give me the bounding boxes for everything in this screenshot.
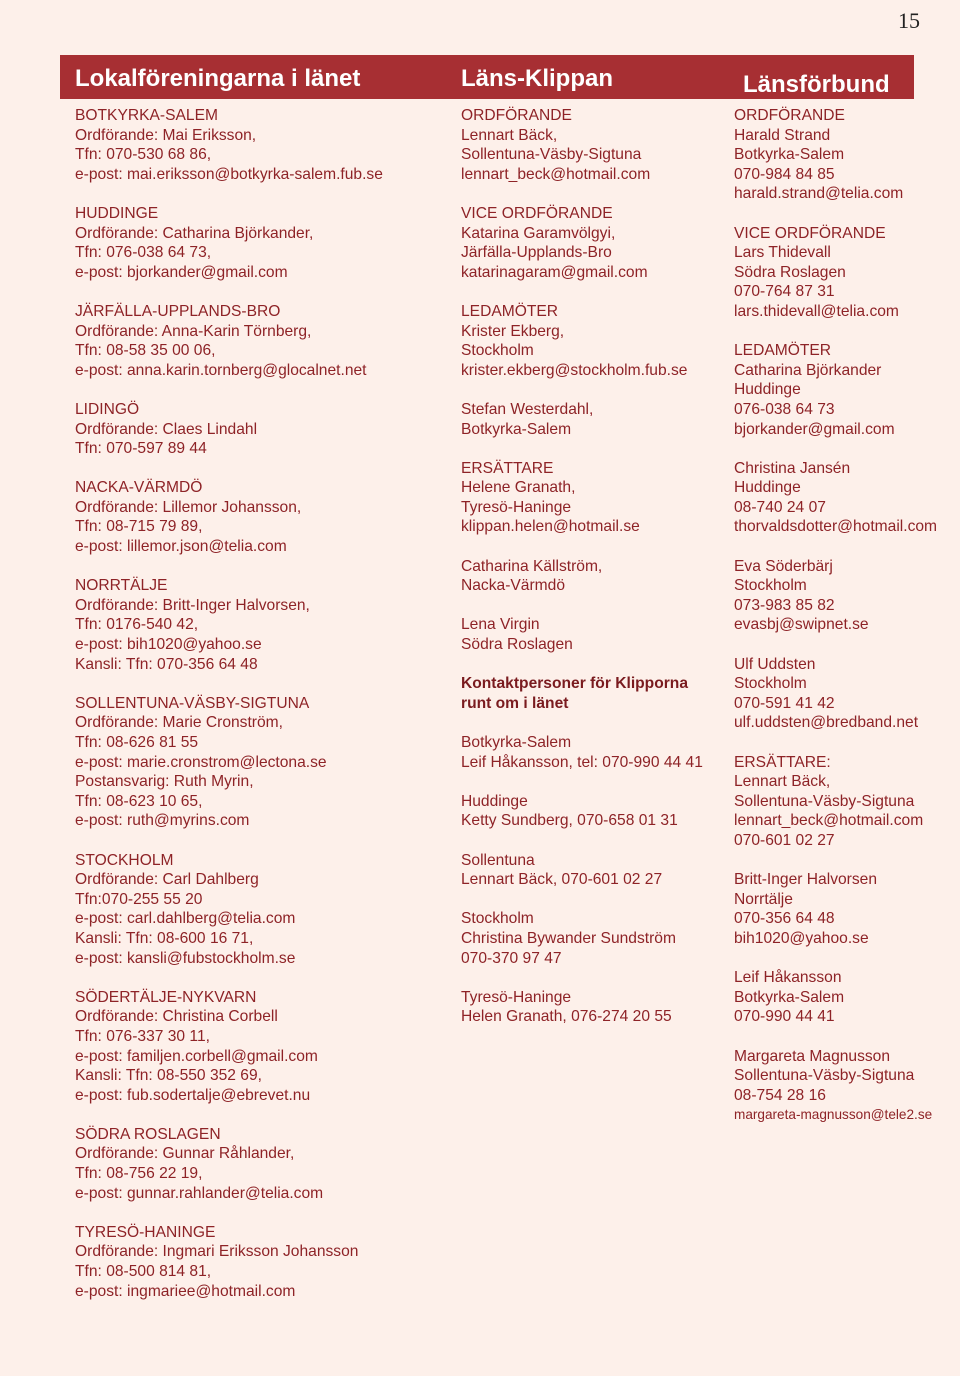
contact-block [461,792,726,831]
contact-line: Tfn: 08-756 22 19, [75,1165,203,1183]
contact-line: Ordförande: Mai Eriksson, [75,126,257,144]
contact-line: Huddinge [734,479,801,497]
contact-line: Huddinge [461,792,528,810]
contact-block [461,400,726,439]
contact-line: Catharina Källström, [461,557,603,575]
contact-line: Tfn: 070-597 89 44 [75,440,207,458]
contact-line: Kansli: Tfn: 08-550 352 69, [75,1067,262,1085]
column-lansforbund [734,106,958,1144]
contact-block [75,204,450,282]
contact-line: HUDDINGE [75,204,159,222]
contact-line: 070-984 84 85 [734,165,835,183]
contact-block [461,674,726,713]
contact-block [75,1125,450,1203]
page-number: 15 [898,8,920,33]
contact-block [734,870,958,948]
contact-line: Järfälla-Upplands-Bro [461,244,612,262]
contact-line: Sollentuna-Väsby-Sigtuna [734,792,915,810]
contact-line: e-post: mai.eriksson@botkyrka-salem.fub.se [75,165,383,183]
contact-line: margareta-magnusson@tele2.se [734,1107,933,1123]
contact-line: thorvaldsdotter@hotmail.com [734,518,938,536]
contact-block [734,341,958,439]
contact-block [734,1047,958,1125]
contact-line: Ordförande: Gunnar Råhlander, [75,1145,295,1163]
contact-line: e-post: familjen.corbell@gmail.com [75,1047,318,1065]
contact-line: Nacka-Värmdö [461,577,565,595]
contact-block [734,459,958,537]
contact-line: VICE ORDFÖRANDE [734,224,886,242]
contact-line: Christina Bywander Sundström [461,929,676,947]
contact-line: Södra Roslagen [734,263,846,281]
contact-line: ORDFÖRANDE [734,107,845,124]
contact-line: Ulf Uddsten [734,655,816,673]
header-title-local-associations: Lokalföreningarna i länet [75,65,361,92]
contact-line: Sollentuna [461,851,535,869]
contact-block [75,576,450,674]
contact-line: Harald Strand [734,126,831,144]
contact-line: krister.ekberg@stockholm.fub.se [461,361,688,379]
contact-line: Tfn: 08-626 81 55 [75,734,199,751]
contact-line: e-post: gunnar.rahlander@telia.com [75,1184,324,1202]
contact-line: Tfn: 076-337 30 11, [75,1027,210,1045]
contact-line: lars.thidevall@telia.com [734,302,899,320]
contact-line: Tfn: 0176-540 42, [75,616,199,634]
contact-line: e-post: bjorkander@gmail.com [75,263,288,281]
contact-line: 08-740 24 07 [734,498,826,516]
contact-line: Tfn: 076-038 64 73, [75,244,212,262]
contact-line: e-post: fub.sodertalje@ebrevet.nu [75,1086,311,1104]
contact-line: Ordförande: Anna-Karin Törnberg, [75,322,312,340]
contact-line: SOLLENTUNA-VÄSBY-SIGTUNA [75,694,310,712]
contact-line: Kansli: Tfn: 070-356 64 48 [75,655,258,673]
contact-block [461,733,726,772]
contact-line: Ordförande: Claes Lindahl [75,420,258,438]
contact-line: Lars Thidevall [734,244,831,262]
contact-line: Lennart Bäck, 070-601 02 27 [461,871,663,889]
contact-line: LEDAMÖTER [461,302,559,320]
contact-line: BOTKYRKA-SALEM [75,107,218,124]
contact-line: evasbj@swipnet.se [734,616,869,634]
contact-block [75,302,450,380]
contact-line: lennart_beck@hotmail.com [734,812,924,830]
contact-line: Krister Ekberg, [461,322,565,340]
contact-line: ORDFÖRANDE [461,107,572,124]
contact-block [461,459,726,537]
contact-block [75,400,450,459]
contact-line: LEDAMÖTER [734,342,832,360]
contact-line: Ordförande: Christina Corbell [75,1008,278,1026]
contact-line: Eva Söderbärj [734,557,833,575]
contact-line: Botkyrka-Salem [734,988,845,1006]
contact-block [734,557,958,635]
column-lans-klippan [461,106,726,1047]
contact-line: Leif Håkansson, tel: 070-990 44 41 [461,753,703,771]
contact-line: e-post: anna.karin.tornberg@glocalnet.net [75,361,367,379]
contact-line: Lena Virgin [461,616,540,634]
contact-line: Stockholm [461,910,534,928]
contact-line: Botkyrka-Salem [461,734,572,751]
contact-line: 070-764 87 31 [734,283,835,301]
contact-line: Tyresö-Haninge [461,498,572,516]
header-title-lans-klippan: Läns-Klippan [461,65,614,92]
contact-line: Tfn: 08-58 35 00 06, [75,342,216,360]
contact-block [461,851,726,890]
contact-line: 073-983 85 82 [734,596,835,614]
contact-line: Ketty Sundberg, 070-658 01 31 [461,812,678,830]
contact-line: e-post: ruth@myrins.com [75,812,250,830]
contact-line: STOCKHOLM [75,851,174,869]
contact-line: e-post: carl.dahlberg@telia.com [75,910,296,928]
contact-line: Botkyrka-Salem [461,420,572,438]
contact-block [461,557,726,596]
contact-line: Lennart Bäck, [734,773,831,791]
contact-line: ulf.uddsten@bredband.net [734,714,919,732]
contact-line: Tyresö-Haninge [461,988,572,1006]
contact-line: katarinagaram@gmail.com [461,263,648,281]
contact-line: Tfn:070-255 55 20 [75,890,203,908]
contact-line: 070-990 44 41 [734,1008,835,1026]
contact-line: Postansvarig: Ruth Myrin, [75,773,254,791]
contact-line: Helene Granath, [461,479,576,497]
contact-line: Tfn: 08-500 814 81, [75,1263,212,1281]
contact-line: Margareta Magnusson [734,1047,891,1065]
contact-line: NACKA-VÄRMDÖ [75,479,203,497]
contact-block [75,106,450,184]
contact-line: 070-356 64 48 [734,910,835,928]
contact-line: bjorkander@gmail.com [734,420,895,438]
contact-block [75,478,450,556]
contact-line: ERSÄTTARE [461,459,554,477]
contact-line: 076-038 64 73 [734,400,835,418]
contact-line: klippan.helen@hotmail.se [461,518,640,536]
contact-line: 08-754 28 16 [734,1086,826,1104]
contact-block [734,106,958,204]
contact-block [461,302,726,380]
contact-line: Norrtälje [734,890,793,908]
contact-line: runt om i länet [461,694,569,712]
contact-line: 070-370 97 47 [461,949,562,967]
contact-line: Christina Jansén [734,459,851,477]
contact-line: Sollentuna-Väsby-Sigtuna [461,146,642,164]
contact-line: Sollentuna-Väsby-Sigtuna [734,1067,915,1085]
contact-line: TYRESÖ-HANINGE [75,1223,216,1241]
contact-line: 070-591 41 42 [734,694,835,712]
contact-line: ERSÄTTARE: [734,753,831,771]
contact-line: LIDINGÖ [75,400,140,418]
contact-line: Stockholm [734,675,807,693]
contact-line: Kontaktpersoner för Klipporna [461,675,688,693]
contact-line: Huddinge [734,381,801,399]
contact-line: e-post: bih1020@yahoo.se [75,636,262,654]
contact-line: Katarina Garamvölgyi, [461,224,616,242]
contact-line: Lennart Bäck, [461,126,558,144]
contact-line: Tfn: 08-623 10 65, [75,792,203,810]
contact-line: Stefan Westerdahl, [461,400,594,418]
contact-line: lennart_beck@hotmail.com [461,165,651,183]
contact-line: Britt-Inger Halvorsen [734,871,877,889]
column-local-associations [75,106,450,1321]
contact-block [734,753,958,851]
contact-line: bih1020@yahoo.se [734,929,869,947]
contact-line: Södra Roslagen [461,636,573,654]
contact-line: Ordförande: Lillemor Johansson, [75,498,302,516]
contact-line: Ordförande: Carl Dahlberg [75,871,259,889]
contact-block [734,968,958,1027]
header-title-lansforbund: Länsförbund [743,71,890,98]
contact-line: e-post: ingmariee@hotmail.com [75,1282,296,1300]
contact-line: 070-601 02 27 [734,831,835,849]
contact-line: Leif Håkansson [734,969,842,987]
contact-block [461,988,726,1027]
contact-line: JÄRFÄLLA-UPPLANDS-BRO [75,302,281,320]
contact-line: Tfn: 070-530 68 86, [75,146,212,164]
contact-block [461,204,726,282]
contact-block [461,106,726,184]
contact-block [75,851,450,969]
contact-block [734,224,958,322]
contact-line: SÖDERTÄLJE-NYKVARN [75,988,257,1006]
contact-line: Tfn: 08-715 79 89, [75,518,203,536]
contact-line: SÖDRA ROSLAGEN [75,1125,221,1143]
contact-block [75,988,450,1106]
contact-line: Helen Granath, 076-274 20 55 [461,1008,672,1026]
contact-block [75,694,450,831]
contact-block [734,655,958,733]
contact-line: Ordförande: Britt-Inger Halvorsen, [75,596,310,614]
contact-line: Botkyrka-Salem [734,146,845,164]
contact-line: e-post: kansli@fubstockholm.se [75,949,296,967]
contact-block [461,909,726,968]
contact-line: Stockholm [461,342,534,360]
contact-line: Stockholm [734,577,807,595]
contact-line: NORRTÄLJE [75,577,168,595]
contact-line: e-post: marie.cronstrom@lectona.se [75,753,327,771]
contact-block [461,615,726,654]
contact-line: harald.strand@telia.com [734,185,904,203]
contact-line: e-post: lillemor.json@telia.com [75,538,287,556]
contact-line: Kansli: Tfn: 08-600 16 71, [75,929,254,947]
contact-line: Ordförande: Ingmari Eriksson Johansson [75,1243,359,1261]
contact-line: Catharina Björkander [734,361,882,379]
contact-line: VICE ORDFÖRANDE [461,204,613,222]
contact-line: Ordförande: Catharina Björkander, [75,224,314,242]
contact-line: Ordförande: Marie Cronström, [75,714,283,732]
contact-block [75,1223,450,1301]
